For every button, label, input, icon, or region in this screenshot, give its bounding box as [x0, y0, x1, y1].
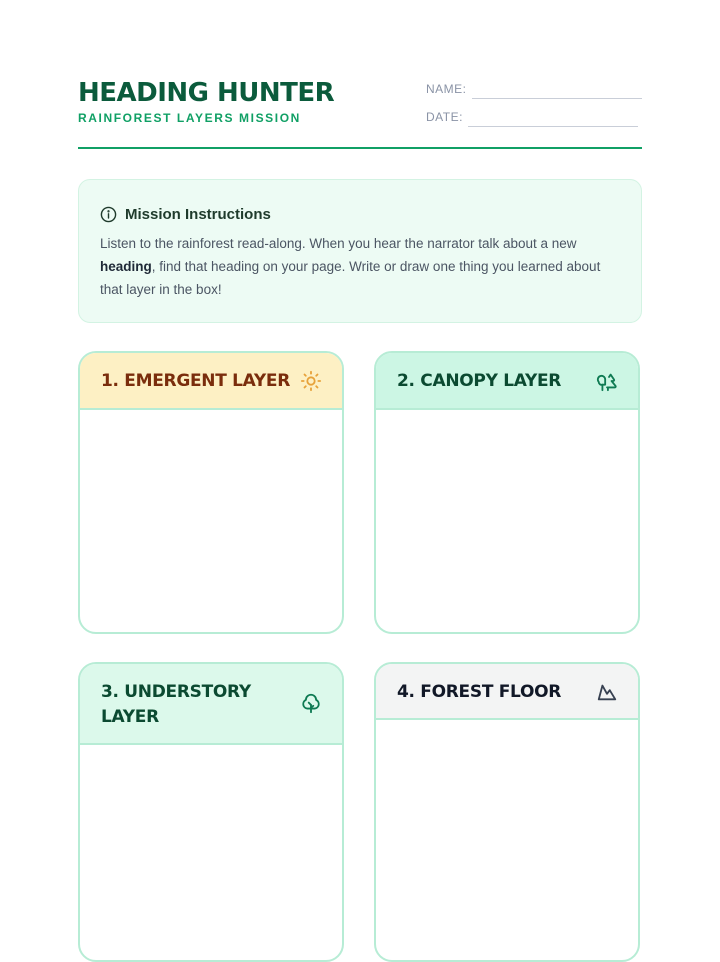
- name-field[interactable]: [426, 80, 642, 102]
- layer-card-title: 4. FOREST FLOOR: [397, 682, 562, 702]
- date-label: DATE:: [426, 110, 463, 124]
- layer-card-title: 2. CANOPY LAYER: [397, 371, 562, 391]
- instructions-heading: [100, 204, 271, 224]
- layer-answer-area[interactable]: [376, 410, 638, 632]
- instructions-box: [78, 179, 642, 323]
- layer-card-title: 1. EMERGENT LAYER: [101, 371, 291, 391]
- instructions-title: Mission Instructions: [125, 205, 271, 223]
- name-label: NAME:: [426, 82, 467, 96]
- instructions-bold-word: heading: [100, 259, 152, 274]
- sun-icon: [300, 370, 322, 392]
- layer-answer-area[interactable]: [376, 720, 638, 960]
- page-subtitle: RAINFOREST LAYERS MISSION: [78, 111, 301, 125]
- layer-answer-area[interactable]: [80, 410, 342, 632]
- instructions-text: [100, 232, 624, 301]
- page-title: HEADING HUNTER: [78, 78, 335, 108]
- worksheet-header: [78, 78, 642, 148]
- layer-card-header: [376, 353, 638, 410]
- name-write-line[interactable]: [472, 98, 642, 99]
- header-divider: [78, 147, 642, 149]
- layer-card-header: [80, 664, 342, 745]
- instructions-text-part: Listen to the rainforest read-along. When you hear the narrator talk about a new: [100, 236, 577, 251]
- info-icon: [100, 206, 117, 223]
- instructions-text-part: , find that heading on your page. Write or draw one thing you learned about that layer in the box!: [100, 259, 601, 297]
- mountain-icon: [596, 681, 618, 703]
- layer-card-title: 3. UNDERSTORY LAYER: [101, 682, 251, 727]
- trees-icon: [596, 370, 618, 392]
- layer-card-emergent[interactable]: [78, 351, 344, 634]
- date-field[interactable]: [426, 108, 642, 130]
- layer-card-understory[interactable]: [78, 662, 344, 962]
- layer-card-canopy[interactable]: [374, 351, 640, 634]
- layer-card-forest-floor[interactable]: [374, 662, 640, 962]
- layer-card-header: [376, 664, 638, 720]
- layer-answer-area[interactable]: [80, 745, 342, 960]
- layer-card-header: [80, 353, 342, 410]
- date-write-line[interactable]: [468, 126, 638, 127]
- tree-icon: [300, 693, 322, 715]
